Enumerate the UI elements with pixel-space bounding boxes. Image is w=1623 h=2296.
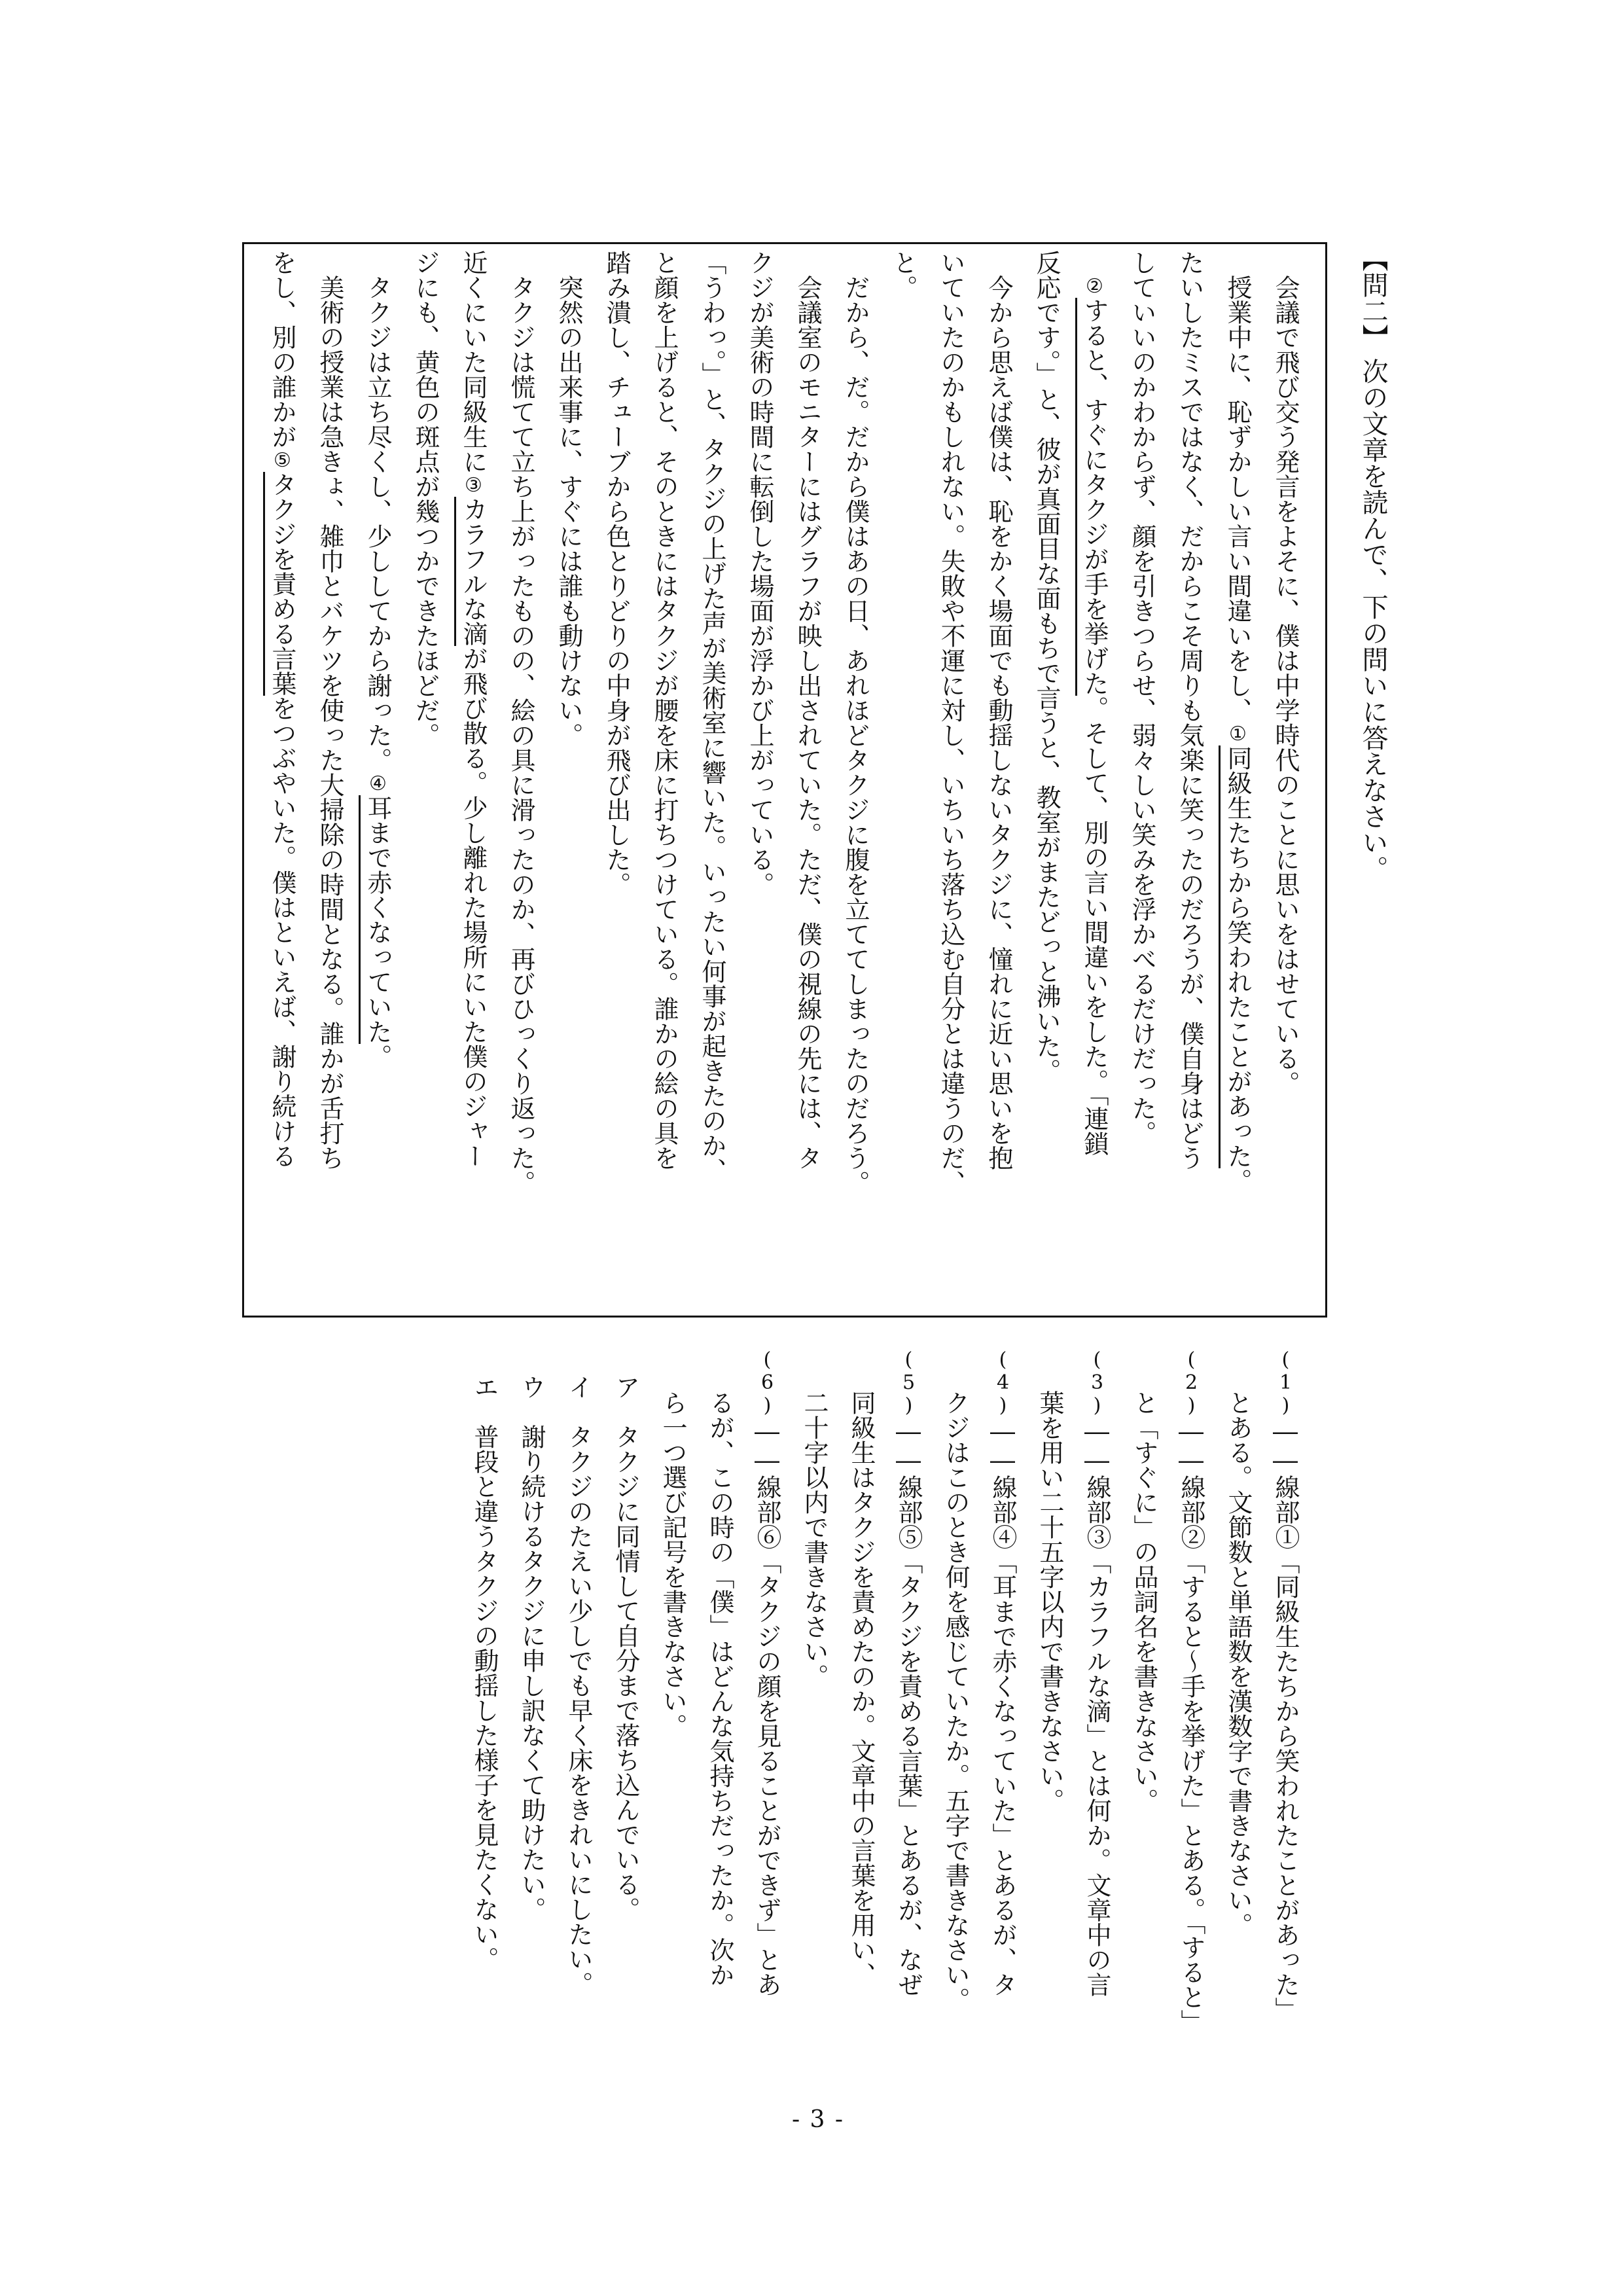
question-line — [990, 1348, 1015, 1997]
passage-line — [270, 250, 294, 1168]
passage-line — [652, 250, 677, 1170]
answer-choice — [472, 1374, 497, 1971]
question-line — [896, 1348, 921, 1997]
question-number: (1) — [1274, 1348, 1297, 1417]
passage-line — [365, 275, 390, 1069]
underline-marker: ⑤ — [271, 449, 294, 472]
question-line — [1179, 1348, 1204, 2034]
passage-text: と顔を上げると、そのときにはタクジが腰を床に打ちつけている。誰かの絵の具を — [650, 250, 679, 1170]
passage-line — [556, 275, 581, 747]
passage-line — [604, 250, 629, 897]
question-line — [849, 1390, 874, 1987]
underlined-phrase: すると、すぐにタクジが手を挙げた — [1075, 298, 1109, 696]
underline-marker: ① — [1226, 723, 1249, 745]
question-number: (2) — [1180, 1348, 1203, 1417]
passage-text: だから、だ。だから僕はあの日、あれほどタクジに腹を立ててしまったのだろう。 — [841, 275, 870, 1195]
passage-text: ジにも、黄色の斑点が幾つかできたほどだ。 — [411, 250, 440, 747]
question-line — [1273, 1348, 1298, 2022]
passage-text: 踏み潰し、チューブから色とりどりの中身が飛び出した。 — [602, 250, 631, 897]
passage-text: 今から思えば僕は、恥をかく場面でも動揺しないタクジに、憧れに近い思いを抱 — [984, 275, 1013, 1170]
question-text: ――線部⑥「タクジの顔を見ることができず」とあ — [753, 1417, 781, 1997]
question-text: ――線部②「すると〜手を挙げた」とある。「すると」 — [1177, 1417, 1205, 2034]
passage-line — [700, 250, 724, 1183]
passage-line — [1177, 250, 1202, 1170]
passage-text: タクジは立ち尽くし、少ししてから謝った。 — [363, 275, 392, 772]
passage-line — [843, 275, 868, 1195]
passage-text: と。 — [889, 250, 918, 300]
answer-choice-text: イ タクジのたえい少しでも早く床をきれいにしたい。 — [564, 1374, 593, 1996]
question-text: ――線部③「カラフルな滴」とは何か。文章中の言 — [1082, 1417, 1111, 1997]
passage-line — [1225, 275, 1250, 1193]
passage-line — [1034, 250, 1059, 1083]
passage-text: 会議で飛び交う発言をよそに、僕は中学時代のことに思いをはせている。 — [1271, 275, 1300, 1096]
passage-text: いていたのかもしれない。失敗や不運に対し、いちいち落ち込む自分とは違うのだ、 — [936, 250, 965, 1195]
answer-choice-text: ア タクジに同情して自分まで落ち込んでいる。 — [611, 1374, 640, 1922]
question-text: ――線部④「耳まで赤くなっていた」とあるが、タ — [988, 1417, 1017, 1997]
page-number: - 3 - — [791, 2106, 845, 2133]
passage-text: が飛び散る。少し離れた場所にいた僕のジャー — [459, 646, 488, 1168]
passage-text: していいのかわからず、顔を引きつらせ、弱々しい笑みを浮かべるだけだった。 — [1128, 250, 1156, 1145]
question-line — [1226, 1390, 1251, 1937]
underline-marker: ④ — [366, 772, 389, 795]
question-line — [660, 1390, 685, 1738]
passage-line — [986, 275, 1011, 1170]
question-text: ――線部⑤「タクジを責める言葉」とあるが、なぜ — [894, 1417, 923, 1997]
question-line — [1132, 1390, 1156, 1813]
question-text: クジはこのとき何を感じていたか。五字で書きなさい。 — [941, 1390, 970, 2012]
passage-text: 。 — [1223, 1168, 1252, 1193]
passage-line — [795, 275, 820, 1170]
question-heading: 【問二】 — [1358, 245, 1388, 350]
passage-text: タクジは慌てて立ち上がったものの、絵の具に滑ったのか、再びひっくり返った。 — [507, 275, 535, 1195]
question-text: 二十字以内で書きなさい。 — [800, 1390, 829, 1689]
passage-line — [1082, 275, 1107, 1156]
question-text: と「すぐに」の品詞名を書きなさい。 — [1130, 1390, 1158, 1813]
question-text: とある。文節数と単語数を漢数字で書きなさい。 — [1224, 1390, 1253, 1937]
question-prompt: 次の文章を読んで、下の問いに答えなさい。 — [1358, 358, 1388, 882]
question-text: るが、この時の「僕」はどんな気持ちだったか。次か — [705, 1390, 734, 1987]
passage-text: 美術の授業は急きょ、雑巾とバケツを使った大掃除の時間となる。誰かが舌打ち — [315, 275, 344, 1170]
passage-text: 反応です。」と、彼が真面目な面もちで言うと、教室がまたどっと沸いた。 — [1032, 250, 1061, 1083]
answer-choice-text: エ 普段と違うタクジの動揺した様子を見たくない。 — [470, 1374, 499, 1971]
passage-line — [1130, 250, 1154, 1145]
underlined-phrase: タクジを責める言葉 — [263, 472, 296, 696]
question-text: ――線部①「同級生たちから笑われたことがあった」 — [1271, 1417, 1300, 2022]
passage-text: 。 — [363, 1044, 392, 1069]
underline-marker: ③ — [462, 474, 485, 497]
question-line — [943, 1390, 968, 2012]
question-line — [1037, 1390, 1062, 1813]
question-text: 葉を用い二十五字以内で書きなさい。 — [1035, 1390, 1064, 1813]
passage-text: たいしたミスではなく、だからこそ周りも気楽に笑ったのだろうが、僕自身はどう — [1175, 250, 1204, 1170]
underlined-phrase: カラフルな滴 — [454, 497, 488, 646]
question-number: (3) — [1086, 1348, 1109, 1417]
passage-line — [413, 250, 438, 747]
passage-text: 突然の出来事に、すぐには誰も動けない。 — [554, 275, 583, 747]
question-line — [707, 1390, 732, 1987]
passage-line — [1273, 275, 1298, 1096]
underline-marker: ② — [1083, 275, 1106, 298]
passage-text: をつぶやいた。僕はといえば、謝り続ける — [268, 696, 296, 1168]
passage-text: 。そして、別の言い間違いをした。「連鎖 — [1080, 696, 1109, 1156]
answer-choice — [519, 1374, 544, 1922]
underlined-phrase: 耳まで赤くなっていた — [359, 795, 392, 1044]
question-line — [1084, 1348, 1109, 1997]
question-heading-column — [1360, 245, 1386, 882]
answer-choice — [566, 1374, 591, 1996]
passage-line — [508, 275, 533, 1195]
passage-text: クジが美術の時間に転倒した場面が浮かび上がっている。 — [745, 250, 774, 897]
answer-choice — [613, 1374, 638, 1922]
underlined-phrase: 同級生たちから笑われたことがあった — [1219, 745, 1252, 1168]
passage-text: をし、別の誰かが — [268, 250, 296, 449]
passage-line — [317, 275, 342, 1170]
passage-line — [938, 250, 963, 1195]
question-text: 同級生はタクジを責めたのか。文章中の言葉を用い、 — [847, 1390, 876, 1987]
passage-line — [461, 250, 486, 1168]
passage-line — [891, 250, 916, 300]
passage-text: 「うわっ。」と、タクジの上げた声が美術室に響いた。いったい何事が起きたのか、 — [698, 250, 726, 1183]
question-number: (4) — [991, 1348, 1014, 1417]
question-text: ら一つ選び記号を書きなさい。 — [658, 1390, 687, 1738]
passage-text: 近くにいた同級生に — [459, 250, 488, 474]
passage-text: 会議室のモニターにはグラフが映し出されていた。ただ、僕の視線の先には、タ — [793, 275, 822, 1170]
question-line — [802, 1390, 827, 1689]
passage-text: 授業中に、恥ずかしい言い間違いをし、 — [1223, 275, 1252, 723]
question-line — [755, 1348, 779, 1997]
answer-choice-text: ウ 謝り続けるタクジに申し訳なくて助けたい。 — [517, 1374, 546, 1922]
question-number: (5) — [897, 1348, 920, 1417]
passage-line — [747, 250, 772, 897]
passage-frame — [242, 242, 1327, 1318]
question-number: (6) — [756, 1348, 779, 1417]
